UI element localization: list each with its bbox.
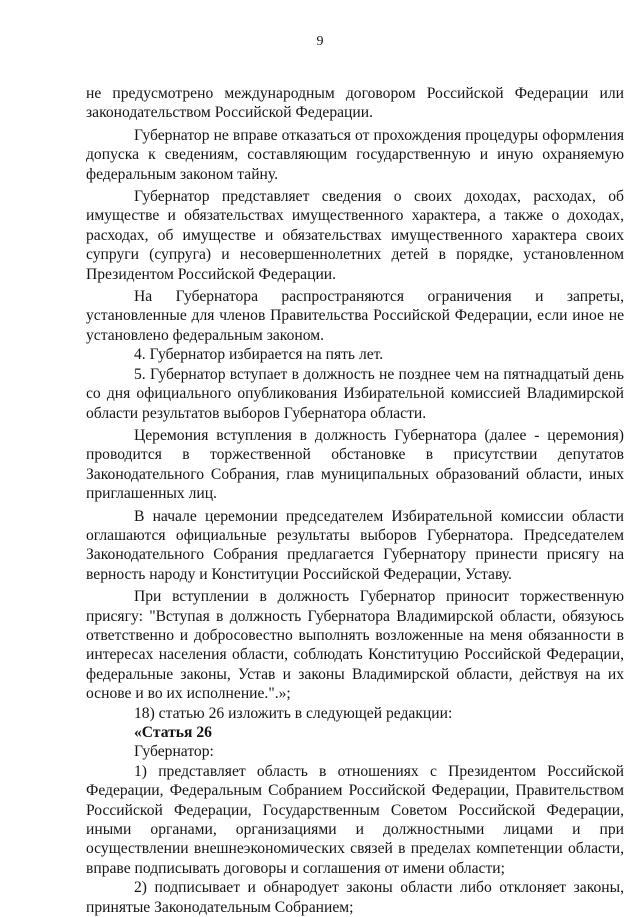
paragraph: На Губернатора распространяются ограничения и запреты, установленные для членов Правительства Российской Федерации, если иное не установлено федеральным законом. xyxy=(86,288,624,344)
article-heading: «Статья 26 xyxy=(134,724,212,741)
paragraph: 4. Губернатор избирается на пять лет. xyxy=(134,346,384,364)
paragraph: Губернатор представляет сведения о своих доходах, расходах, об имуществе и обязательствах имущественного характера, а также о доходах, расходах, об имуществе и обязательствах имущественного характера своих супруги (супруга) и несовершеннолетних детей в порядке, установленном Президентом Российской Федерации. xyxy=(86,188,624,283)
paragraph: 1) представляет область в отношениях с Президентом Российской Федерации, Федеральным Собранием Российской Федерации, Правительством Российской Федерации, Государственным Советом Российской Федерации, иными органами, организациями и должностными лицами и при осуществлении внешнеэкономических связей в пределах компетенции области, вправе подписывать договоры и соглашения от имени области; xyxy=(86,762,624,877)
paragraph: Губернатор не вправе отказаться от прохождения процедуры оформления допуска к сведениям, составляющим государственную и иную охраняемую федеральным законом тайну. xyxy=(86,126,624,183)
paragraph: Губернатор: xyxy=(134,743,214,761)
paragraph: Церемония вступления в должность Губернатора (далее - церемония) проводится в торжественной обстановке в присутствии депутатов Законодательного Собрания, глав муниципальных образований области, иных приглашенных лиц. xyxy=(86,426,624,503)
page-number: 9 xyxy=(316,34,324,49)
paragraph: 5. Губернатор вступает в должность не позднее чем на пятнадцатый день со дня официального опубликования Избирательной комиссией Владимирской области результатов выборов Губернатора области. xyxy=(86,365,624,422)
paragraph: 2) подписывает и обнародует законы области либо отклоняет законы, принятые Законодательным Собранием; xyxy=(86,879,624,916)
paragraph: не предусмотрено международным договором Российской Федерации или законодательством Российской Федерации. xyxy=(86,85,624,122)
paragraph: При вступлении в должность Губернатор приносит торжественную присягу: "Вступая в должность Губернатора Владимирской области, обязуюсь ответственно и добросовестно выполнять возложенные на меня обязанности в интересах населения области, соблюдать Конституцию Российской Федерации, федеральные законы, Устав и законы Владимирской области, действуя на их основе и во их исполнение.".»; xyxy=(86,588,624,703)
paragraph: В начале церемонии председателем Избирательной комиссии области оглашаются официальные результаты выборов Губернатора. Председателем Законодательного Собрания предлагается Губернатору принести присягу на верность народу и Конституции Российской Федерации, Уставу. xyxy=(86,507,624,583)
document-body xyxy=(86,84,624,917)
paragraph: 18) статью 26 изложить в следующей редакции: xyxy=(134,704,453,722)
